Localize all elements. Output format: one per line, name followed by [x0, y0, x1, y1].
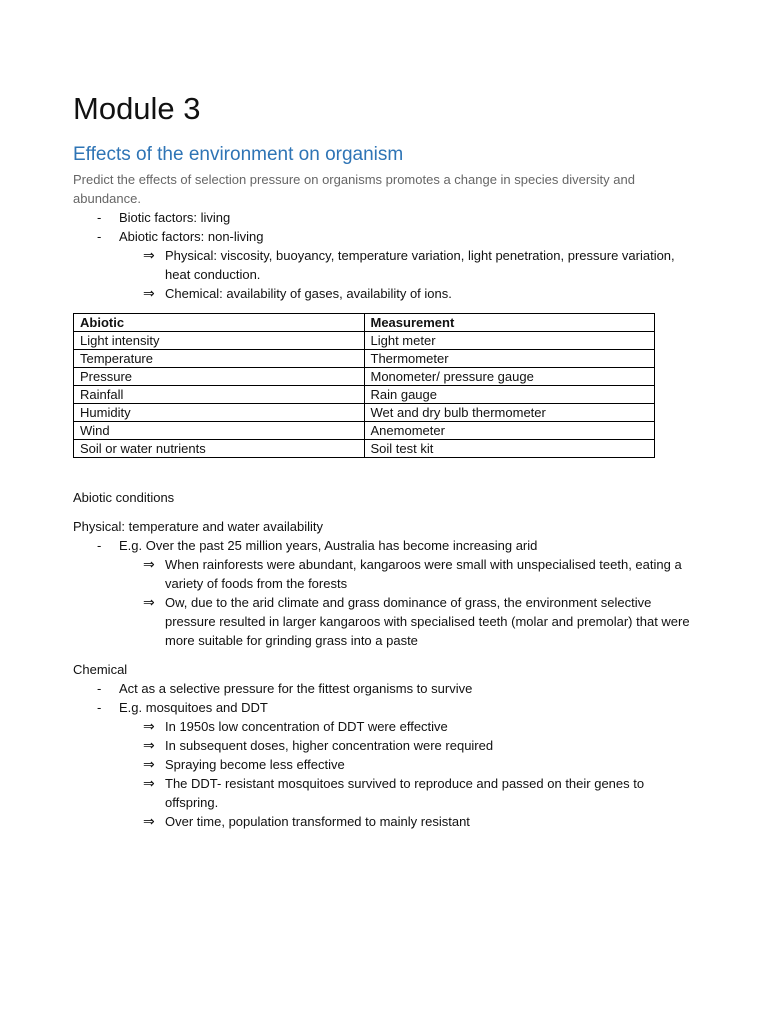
arrow-icon: ⇒: [143, 247, 155, 263]
list-item: [119, 246, 693, 284]
list-item: [119, 555, 693, 593]
chemical-item-text: E.g. mosquitoes and DDT: [119, 700, 268, 715]
table-row: [74, 386, 655, 404]
table-cell: Light intensity: [74, 332, 365, 350]
table-cell: Thermometer: [364, 350, 655, 368]
list-item: [73, 698, 693, 831]
list-item: [119, 736, 693, 755]
point-text: In 1950s low concentration of DDT were effective: [165, 719, 448, 734]
dash-marker: -: [97, 210, 102, 225]
point-text: Ow, due to the arid climate and grass dominance of grass, the environment selective pressure resulted in larger kangaroos with specialised teeth (molar and premolar) that were more suitable for grinding grass into a paste: [165, 595, 690, 648]
list-item: [73, 227, 693, 303]
column-header-abiotic: Abiotic: [74, 314, 365, 332]
list-item: [73, 679, 693, 698]
table-cell: Soil or water nutrients: [74, 440, 365, 458]
arrow-icon: ⇒: [143, 737, 155, 753]
table-cell: Temperature: [74, 350, 365, 368]
point-text: In subsequent doses, higher concentration were required: [165, 738, 494, 753]
dash-marker: -: [97, 700, 102, 715]
table-cell: Rainfall: [74, 386, 365, 404]
table-cell: Soil test kit: [364, 440, 655, 458]
list-item: [73, 208, 693, 227]
list-item: [119, 284, 693, 303]
list-item: [119, 812, 693, 831]
table-header-row: [74, 314, 655, 332]
document-page: [73, 88, 693, 831]
table-row: [74, 332, 655, 350]
biotic-factor-text: Biotic factors: living: [119, 210, 231, 225]
table-row: [74, 368, 655, 386]
table-cell: Wet and dry bulb thermometer: [364, 404, 655, 422]
dash-marker: -: [97, 681, 102, 696]
list-item: [119, 717, 693, 736]
table-cell: Wind: [74, 422, 365, 440]
section-summary: Predict the effects of selection pressure on organisms promotes a change in species diversity and abundance.: [73, 172, 635, 206]
abiotic-conditions-heading: Abiotic conditions: [73, 490, 175, 505]
table-row: [74, 440, 655, 458]
arrow-icon: ⇒: [143, 775, 155, 791]
arrow-icon: ⇒: [143, 285, 155, 301]
table-cell: Rain gauge: [364, 386, 655, 404]
physical-example-list: [73, 536, 693, 650]
example-text: E.g. Over the past 25 million years, Australia has become increasing arid: [119, 538, 538, 553]
abiotic-measurement-table: [73, 313, 655, 458]
list-item: [119, 755, 693, 774]
chemical-heading: Chemical: [73, 662, 128, 677]
list-item: [119, 593, 693, 650]
table-cell: Light meter: [364, 332, 655, 350]
point-text: Over time, population transformed to mainly resistant: [165, 814, 470, 829]
arrow-icon: ⇒: [143, 813, 155, 829]
table-row: [74, 350, 655, 368]
table-cell: Anemometer: [364, 422, 655, 440]
list-item: [73, 536, 693, 650]
chemical-item-text: Act as a selective pressure for the fittest organisms to survive: [119, 681, 473, 696]
dash-marker: -: [97, 538, 102, 553]
table-cell: Pressure: [74, 368, 365, 386]
physical-factor-text: Physical: viscosity, buoyancy, temperature variation, light penetration, pressure variation, heat conduction.: [165, 248, 675, 282]
section-heading: Effects of the environment on organism: [73, 144, 404, 165]
chemical-factor-text: Chemical: availability of gases, availability of ions.: [165, 286, 452, 301]
point-text: Spraying become less effective: [165, 757, 345, 772]
chemical-list: [73, 679, 693, 831]
physical-points-list: [119, 555, 693, 650]
arrow-icon: ⇒: [143, 756, 155, 772]
abiotic-factor-text: Abiotic factors: non-living: [119, 229, 264, 244]
physical-heading: Physical: temperature and water availability: [73, 519, 324, 534]
table-row: [74, 404, 655, 422]
list-item: [119, 774, 693, 812]
arrow-icon: ⇒: [143, 556, 155, 572]
chemical-points-list: [119, 717, 693, 831]
table-row: [74, 422, 655, 440]
factors-list: [73, 208, 693, 303]
table-cell: Humidity: [74, 404, 365, 422]
point-text: When rainforests were abundant, kangaroos were small with unspecialised teeth, eating a variety of foods from the forests: [165, 557, 682, 591]
page-title: Module 3: [73, 91, 201, 126]
table-cell: Monometer/ pressure gauge: [364, 368, 655, 386]
arrow-icon: ⇒: [143, 718, 155, 734]
arrow-icon: ⇒: [143, 594, 155, 610]
point-text: The DDT- resistant mosquitoes survived to reproduce and passed on their genes to offspring.: [165, 776, 645, 810]
dash-marker: -: [97, 229, 102, 244]
column-header-measurement: Measurement: [364, 314, 655, 332]
abiotic-sub-list: [119, 246, 693, 303]
